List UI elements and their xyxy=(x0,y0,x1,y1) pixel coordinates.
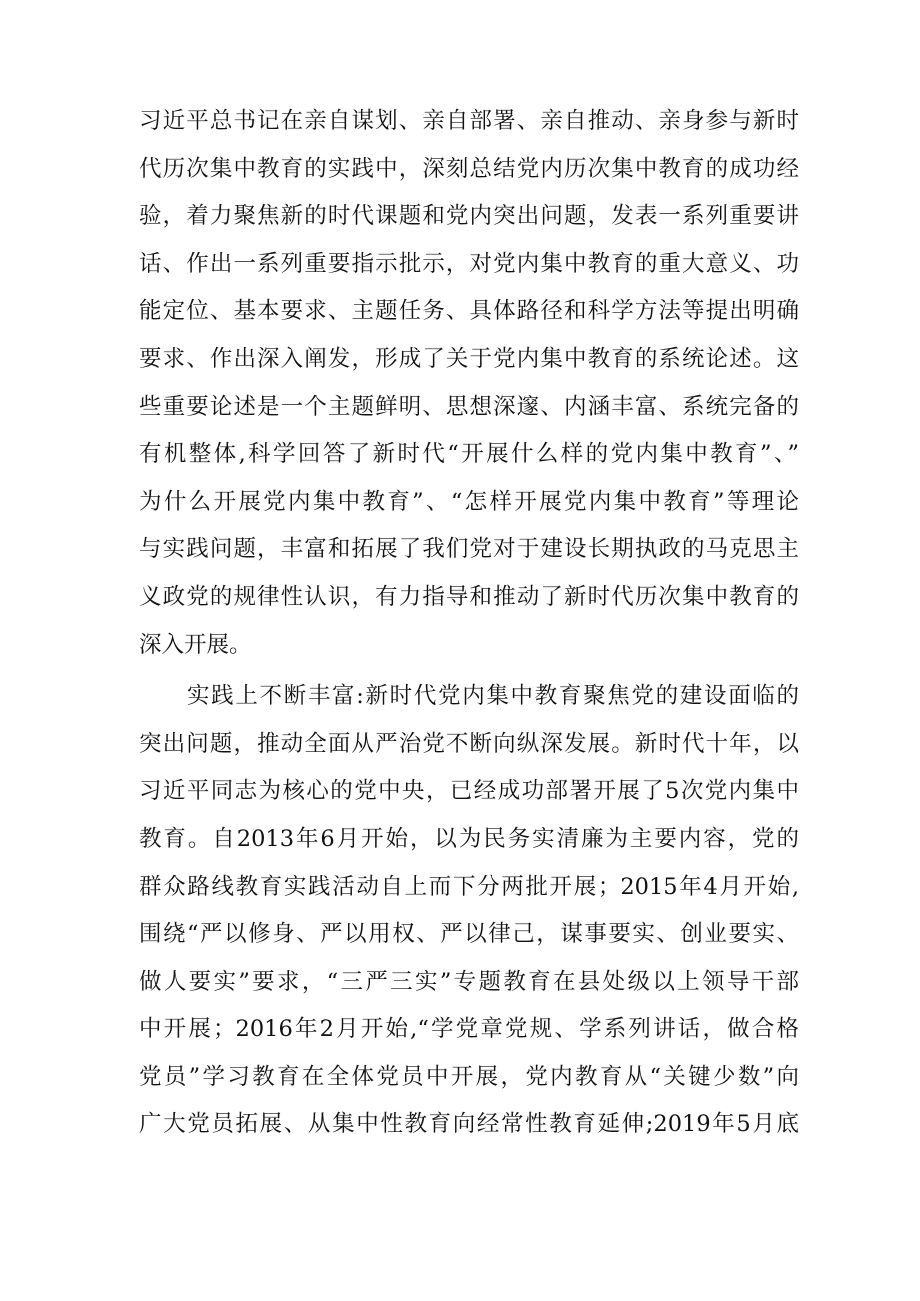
text-line: 党员”学习教育在全体党员中开展，党内教育从“关键少数”向 xyxy=(139,1063,799,1090)
text-line: 广大党员拓展、从集中性教育向经常性教育延伸;2019年5月底 xyxy=(139,1111,799,1138)
text-line: 有机整体,科学回答了新时代“开展什么样的党内集中教育”、” xyxy=(139,441,799,468)
text-line: 些重要论述是一个主题鲜明、思想深邃、内涵丰富、系统完备的 xyxy=(139,393,799,420)
text-line: 为什么开展党内集中教育”、“怎样开展党内集中教育”等理论 xyxy=(139,488,799,515)
text-line: 义政党的规律性认识，有力指导和推动了新时代历次集中教育的 xyxy=(139,583,799,610)
text-line: 中开展；2016年2月开始,“学党章党规、学系列讲话，做合格 xyxy=(139,1016,799,1043)
document-body xyxy=(139,98,799,1149)
text-line: 要求、作出深入阐发，形成了关于党内集中教育的系统论述。这 xyxy=(139,345,799,372)
text-line: 习近平同志为核心的党中央，已经成功部署开展了5次党内集中 xyxy=(139,778,799,805)
text-line: 教育。自2013年6月开始，以为民务实清廉为主要内容，党的 xyxy=(139,825,799,852)
text-line: 深入开展。 xyxy=(139,631,252,658)
text-line: 话、作出一系列重要指示批示，对党内集中教育的重大意义、功 xyxy=(139,250,799,277)
text-line: 能定位、基本要求、主题任务、具体路径和科学方法等提出明确 xyxy=(139,298,799,325)
text-line: 实践上不断丰富:新时代党内集中教育聚焦党的建设面临的 xyxy=(187,683,799,710)
text-line: 突出问题，推动全面从严治党不断向纵深发展。新时代十年，以 xyxy=(139,730,799,757)
text-line: 代历次集中教育的实践中，深刻总结党内历次集中教育的成功经 xyxy=(139,155,799,182)
text-line: 与实践问题，丰富和拓展了我们党对于建设长期执政的马克思主 xyxy=(139,536,799,563)
text-line: 习近平总书记在亲自谋划、亲自部署、亲自推动、亲身参与新时 xyxy=(139,108,799,134)
text-line: 群众路线教育实践活动自上而下分两批开展；2015年4月开始, xyxy=(139,873,799,900)
text-line: 做人要实”要求，“三严三实”专题教育在县处级以上领导干部 xyxy=(139,968,799,995)
text-line: 验，着力聚焦新的时代课题和党内突出问题，发表一系列重要讲 xyxy=(139,203,799,230)
paragraph-1 xyxy=(139,98,799,669)
text-line: 围绕“严以修身、严以用权、严以律己，谋事要实、创业要实、 xyxy=(139,921,799,948)
paragraph-2 xyxy=(139,673,799,1149)
